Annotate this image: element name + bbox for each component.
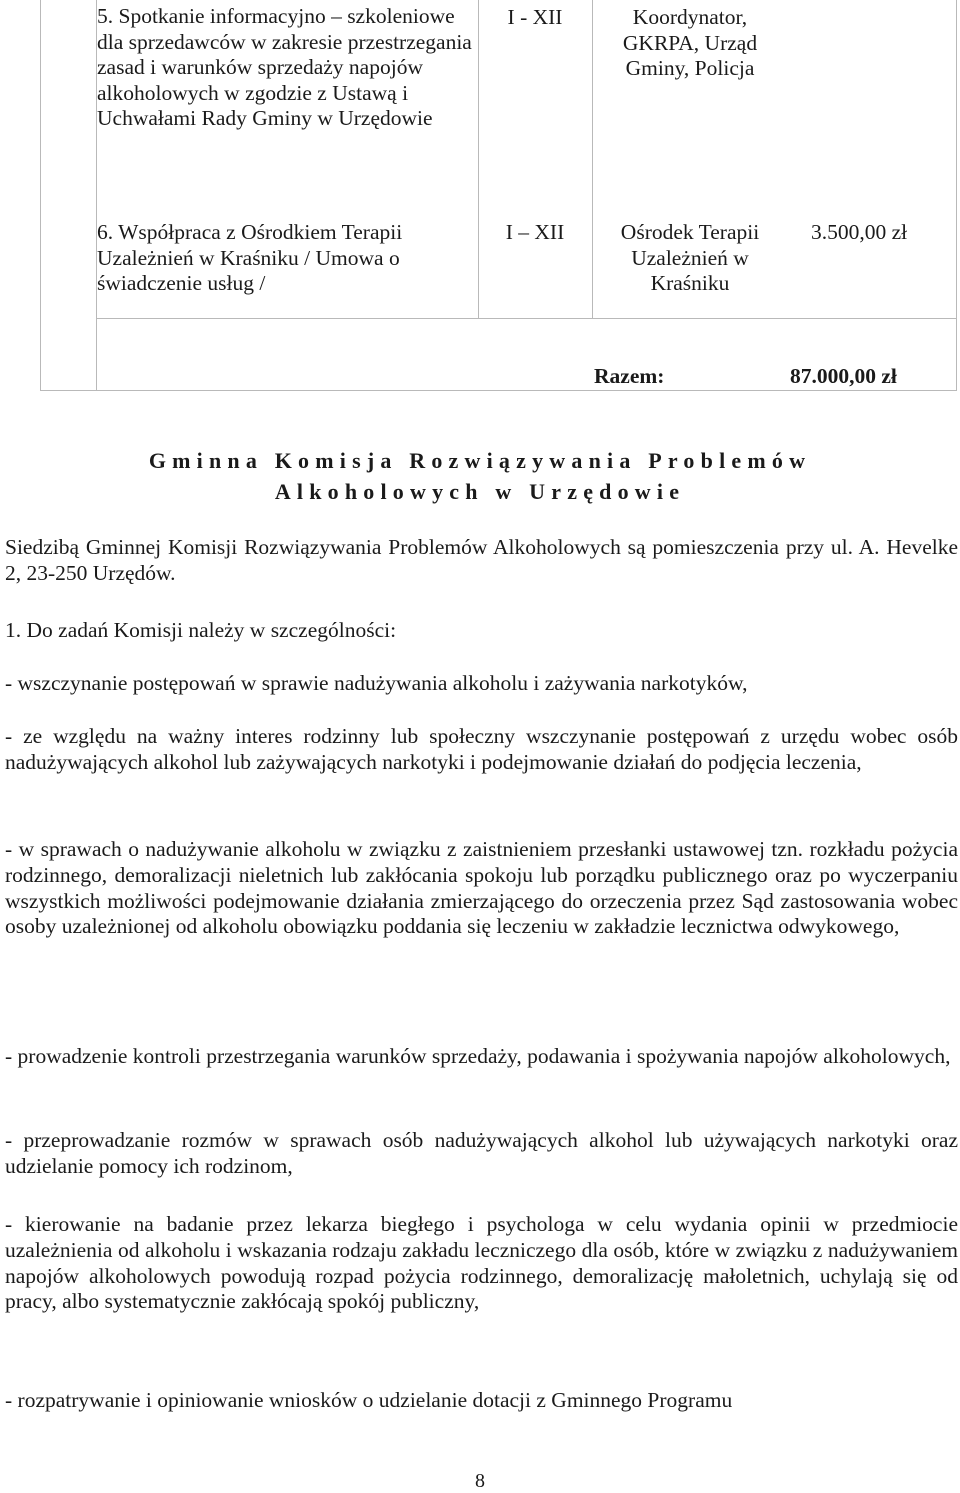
table-border [40,0,41,391]
list-item: - prowadzenie kontroli przestrzegania warunków sprzedaży, podawania i spożywania napojów alkoholowych, [5,1044,951,1068]
list-item: - kierowanie na badanie przez lekarza biegłego i psychologa w celu wydania opinii w przedmiocie uzależnienia od alkoholu i wskazania rodzaju zakładu leczniczego dla osób, które w związku z nadużywaniem napojów alkoholowych powodują rozpad pożycia rodzinnego, demoralizację małoletnich, uchylają się od pracy, albo systematycznie zakłócają spokój publiczny, [5,1212,958,1314]
table-row-term: I - XII [507,5,563,29]
section-heading-line2: Alkoholowych w Urzędowie [274,479,686,504]
list-item: - rozpatrywanie i opiniowanie wniosków o udzielanie dotacji z Gminnego Programu [5,1388,733,1412]
table-row-task: 6. Współpraca z Ośrodkiem Terapii Uzależnień w Kraśniku / Umowa o świadczenie usług / [97,220,403,296]
table-border [96,318,957,319]
budget-table [40,0,957,391]
table-row-term: I – XII [505,220,565,244]
table-border [478,0,479,318]
total-label: Razem: [594,364,665,388]
list-item: - wszczynanie postępowań w sprawie nadużywania alkoholu i zażywania narkotyków, [5,671,748,695]
table-border [40,390,957,391]
table-border [956,0,957,391]
tasks-intro: 1. Do zadań Komisji należy w szczególności: [5,618,397,642]
seat-paragraph: Siedzibą Gminnej Komisji Rozwiązywania Problemów Alkoholowych są pomieszczenia przy ul. A. Hevelke 2, 23-250 Urzędów. [5,535,958,585]
total-value: 87.000,00 zł [790,364,897,388]
section-heading-line1: Gminna Komisja Rozwiązywania Problemów [148,448,812,473]
list-item: - w sprawach o nadużywanie alkoholu w związku z zaistnieniem przesłanki ustawowej tzn. rozkładu pożycia rodzinnego, demoralizacji nieletnich lub zakłócania spokoju lub porządku publicznego oraz po wyczerpaniu wszystkich możliwości podejmowanie działania zmierzającego do orzeczenia przez Sąd zastosowania wobec osoby uzależnionej od alkoholu obowiązku poddania się leczeniu w zakładzie lecznictwa odwykowego, [5,837,958,939]
table-row-task: 5. Spotkanie informacyjno – szkoleniowe dla sprzedawców w zakresie przestrzegania zasad i warunków sprzedaży napojów alkoholowych w zgodzie z Ustawą i Uchwałami Rady Gminy w Urzędowie [97,4,472,131]
table-row-cost: 3.500,00 zł [811,220,908,244]
page-number: 8 [475,1470,485,1492]
list-item: - przeprowadzanie rozmów w sprawach osób nadużywających alkohol lub używających narkotyki oraz udzielanie pomocy ich rodzinom, [5,1128,958,1178]
table-row-responsible: Ośrodek Terapii Uzależnień w Kraśniku [620,220,760,296]
list-item: - ze względu na ważny interes rodzinny lub społeczny wszczynanie postępowań z urzędu wobec osób nadużywających alkohol lub zażywających narkotyki i podejmowanie działań do podjęcia leczenia, [5,724,958,774]
table-row-responsible: Koordynator, GKRPA, Urząd Gminy, Policja [622,5,758,81]
